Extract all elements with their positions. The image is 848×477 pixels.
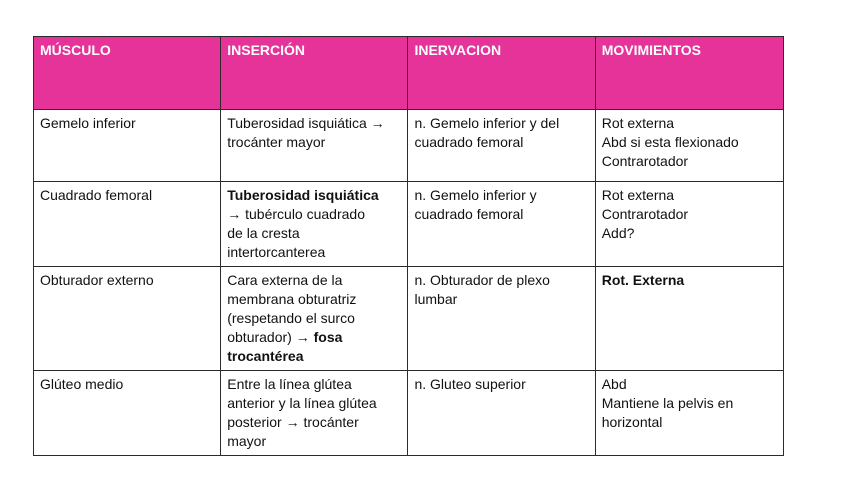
movimientos-line: Rot externa xyxy=(601,187,675,203)
insercion-text: obturador) → xyxy=(227,329,314,345)
cell-inervacion xyxy=(408,110,595,182)
cell-insercion xyxy=(221,267,408,371)
header-row xyxy=(34,37,784,110)
cell-movimientos xyxy=(595,110,783,182)
cell-movimientos xyxy=(595,182,783,267)
insercion-line: → tubérculo cuadrado xyxy=(227,206,365,222)
table-row xyxy=(34,110,784,182)
cell-movimientos xyxy=(595,267,783,371)
cell-musculo xyxy=(34,110,221,182)
header-movimientos: MOVIMIENTOS xyxy=(595,37,783,110)
insercion-line-mixed xyxy=(227,328,401,347)
insercion-line: mayor xyxy=(227,433,267,449)
table-row xyxy=(34,371,784,456)
movimientos-line: Mantiene la pelvis en xyxy=(601,395,734,411)
header-insercion: INSERCIÓN xyxy=(221,37,408,110)
table-row xyxy=(34,182,784,267)
movimientos-line: Add? xyxy=(601,225,635,241)
muscles-table xyxy=(33,36,784,456)
inervacion-line: cuadrado femoral xyxy=(414,134,524,150)
cell-insercion xyxy=(221,182,408,267)
insercion-line: Cara externa de la xyxy=(227,272,343,288)
movimientos-line: Rot externa xyxy=(601,115,675,131)
musculo-name: Cuadrado femoral xyxy=(40,187,153,203)
cell-musculo xyxy=(34,267,221,371)
movimientos-line: horizontal xyxy=(601,414,663,430)
movimientos-line: Contrarotador xyxy=(601,206,689,222)
header-musculo: MÚSCULO xyxy=(34,37,221,110)
insercion-line-bold: Tuberosidad isquiática xyxy=(227,187,379,203)
insercion-text-bold: fosa xyxy=(313,329,343,345)
insercion-line-bold: trocantérea xyxy=(227,348,304,364)
insercion-line: Entre la línea glútea xyxy=(227,376,352,392)
insercion-line: de la cresta xyxy=(227,225,300,241)
movimientos-line: Abd si esta flexionado xyxy=(601,134,739,150)
movimientos-line: Abd xyxy=(601,376,627,392)
inervacion-line: lumbar xyxy=(414,291,458,307)
insercion-line: membrana obturatriz xyxy=(227,291,357,307)
movimientos-line-bold: Rot. Externa xyxy=(601,272,685,288)
table-row xyxy=(34,267,784,371)
inervacion-line: n. Gemelo inferior y del xyxy=(414,115,560,131)
inervacion-line: n. Gemelo inferior y xyxy=(414,187,537,203)
cell-inervacion xyxy=(408,267,595,371)
inervacion-line: n. Obturador de plexo xyxy=(414,272,550,288)
cell-inervacion xyxy=(408,182,595,267)
cell-inervacion xyxy=(408,371,595,456)
insercion-line: posterior → trocánter xyxy=(227,414,359,430)
inervacion-line: cuadrado femoral xyxy=(414,206,524,222)
movimientos-line: Contrarotador xyxy=(601,153,689,169)
insercion-line: anterior y la línea glútea xyxy=(227,395,377,411)
cell-movimientos xyxy=(595,371,783,456)
cell-musculo xyxy=(34,371,221,456)
insercion-line: Tuberosidad isquiática → xyxy=(227,115,385,131)
inervacion-line: n. Gluteo superior xyxy=(414,376,526,392)
musculo-name: Glúteo medio xyxy=(40,376,124,392)
cell-musculo xyxy=(34,182,221,267)
cell-insercion xyxy=(221,110,408,182)
insercion-line: trocánter mayor xyxy=(227,134,326,150)
musculo-name: Gemelo inferior xyxy=(40,115,136,131)
musculo-name: Obturador externo xyxy=(40,272,154,288)
cell-insercion xyxy=(221,371,408,456)
insercion-line: intertorcanterea xyxy=(227,244,326,260)
header-inervacion: INERVACION xyxy=(408,37,595,110)
insercion-line: (respetando el surco xyxy=(227,310,355,326)
